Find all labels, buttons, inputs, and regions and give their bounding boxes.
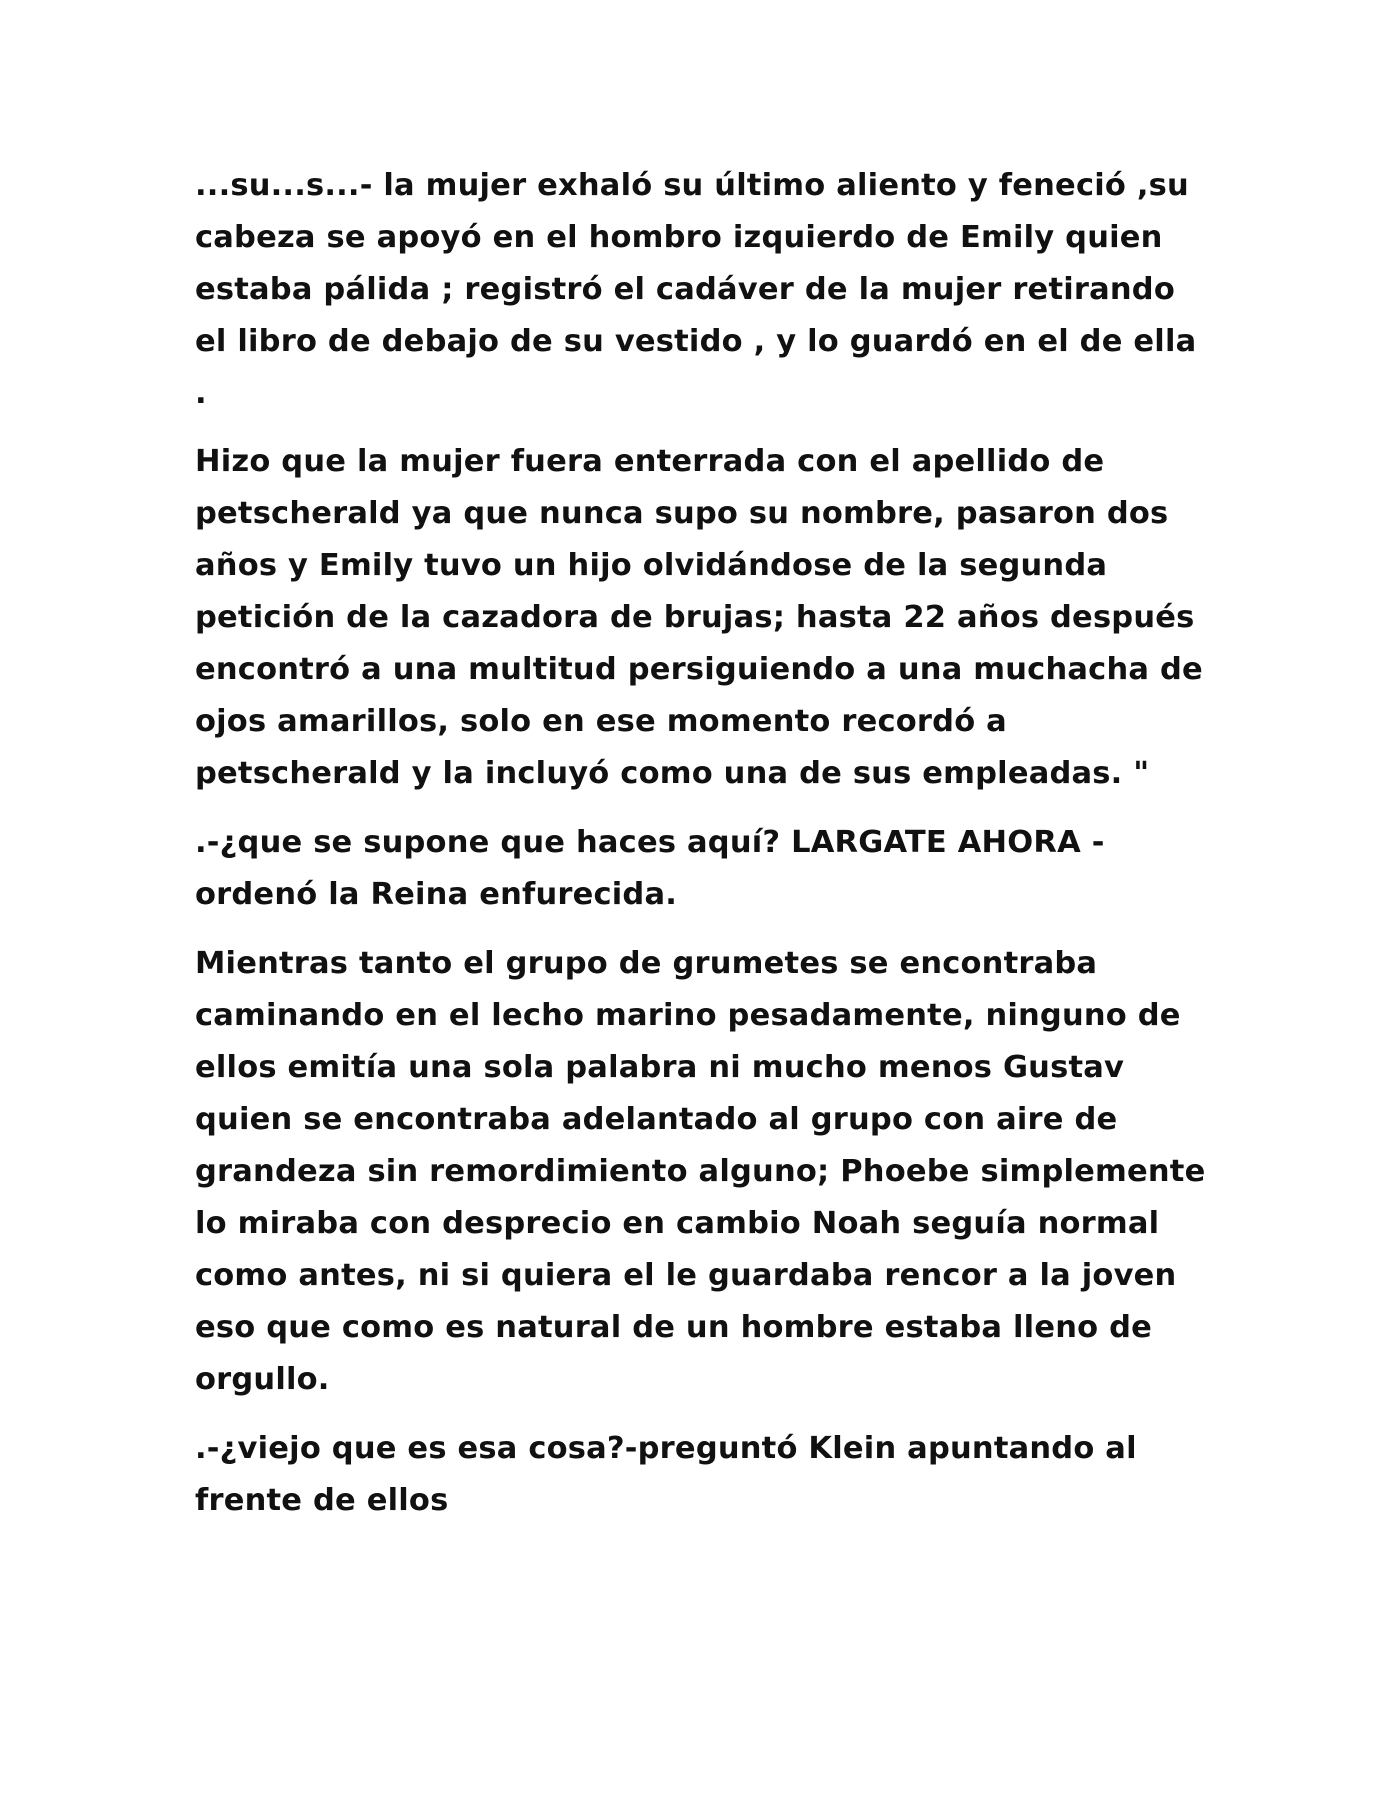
text-line: petscherald y la incluyó como una de sus empleadas. " bbox=[195, 756, 1150, 791]
text-line: encontró a una multitud persiguiendo a una muchacha de bbox=[195, 652, 1203, 687]
text-line: ellos emitía una sola palabra ni mucho menos Gustav bbox=[195, 1050, 1125, 1085]
text-line: estaba pálida ; registró el cadáver de la mujer retirando bbox=[195, 272, 1175, 307]
paragraph-2 bbox=[195, 436, 1225, 800]
text-line: lo miraba con desprecio en cambio Noah seguía normal bbox=[195, 1206, 1160, 1241]
paragraph-3 bbox=[195, 817, 1225, 921]
text-line: .-¿que se supone que haces aquí? LARGATE AHORA - bbox=[195, 825, 1105, 860]
text-line: como antes, ni si quiera el le guardaba rencor a la joven bbox=[195, 1258, 1177, 1293]
text-line: años y Emily tuvo un hijo olvidándose de la segunda bbox=[195, 548, 1108, 583]
text-line: frente de ellos bbox=[195, 1483, 449, 1518]
text-line: petición de la cazadora de brujas; hasta 22 años después bbox=[195, 600, 1195, 635]
text-line: quien se encontraba adelantado al grupo con aire de bbox=[195, 1102, 1118, 1137]
text-line: eso que como es natural de un hombre estaba lleno de bbox=[195, 1310, 1153, 1345]
paragraph-4 bbox=[195, 938, 1225, 1406]
text-line: petscherald ya que nunca supo su nombre, pasaron dos bbox=[195, 496, 1169, 531]
text-line: .-¿viejo que es esa cosa?-preguntó Klein apuntando al bbox=[195, 1431, 1137, 1466]
text-line: ordenó la Reina enfurecida. bbox=[195, 877, 678, 912]
paragraph-1 bbox=[195, 160, 1225, 420]
text-line: Mientras tanto el grupo de grumetes se encontraba bbox=[195, 946, 1098, 981]
document-page bbox=[195, 160, 1225, 1544]
text-line: . bbox=[195, 376, 207, 411]
text-line: caminando en el lecho marino pesadamente, ninguno de bbox=[195, 998, 1181, 1033]
text-line: orgullo. bbox=[195, 1362, 330, 1397]
text-line: ...su...s...- la mujer exhaló su último aliento y feneció ,su bbox=[195, 168, 1189, 203]
text-line: grandeza sin remordimiento alguno; Phoebe simplemente bbox=[195, 1154, 1206, 1189]
paragraph-5 bbox=[195, 1423, 1225, 1527]
text-line: ojos amarillos, solo en ese momento recordó a bbox=[195, 704, 1007, 739]
text-line: Hizo que la mujer fuera enterrada con el apellido de bbox=[195, 444, 1105, 479]
text-line: cabeza se apoyó en el hombro izquierdo de Emily quien bbox=[195, 220, 1163, 255]
text-line: el libro de debajo de su vestido , y lo guardó en el de ella bbox=[195, 324, 1197, 359]
